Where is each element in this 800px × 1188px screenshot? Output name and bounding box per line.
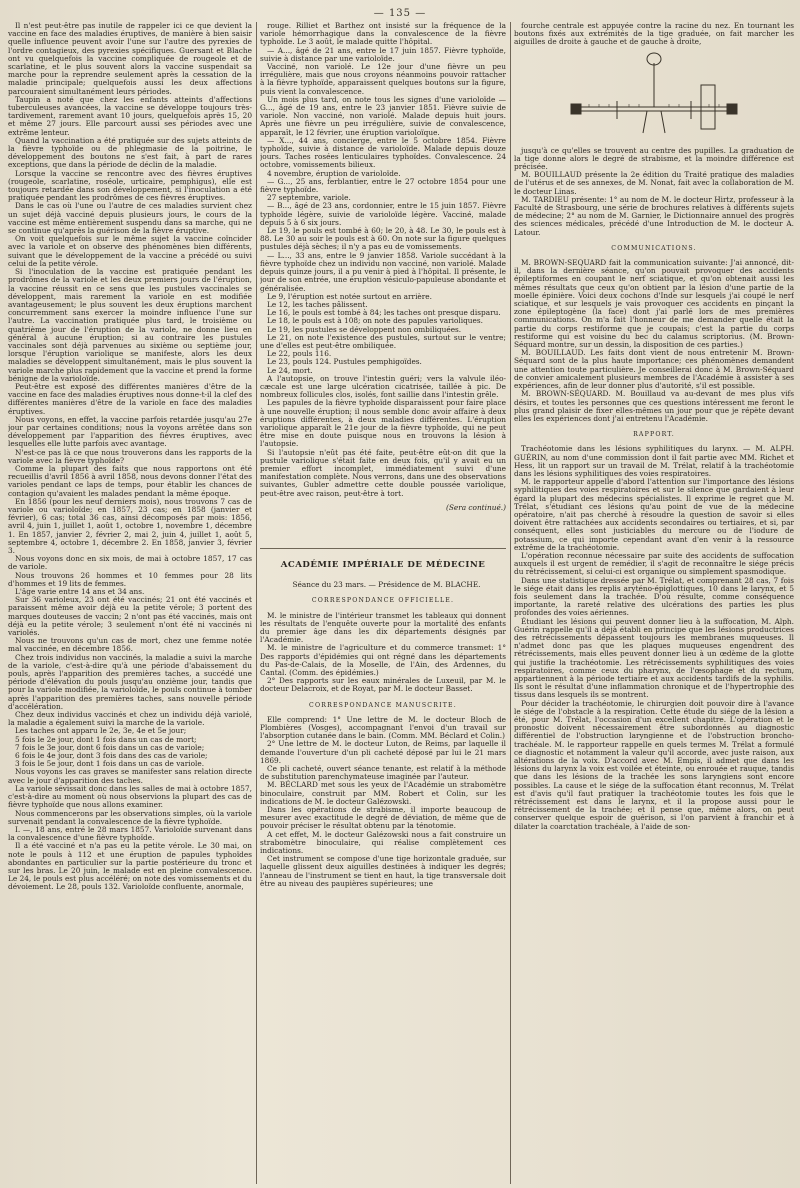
paragraph: 4 novembre, éruption de varioloïde. — [267, 168, 401, 178]
paragraph: Le 12, les taches pâlissent. — [267, 299, 368, 309]
column-middle — [260, 22, 506, 1184]
manuscript-correspondence-heading: CORRESPONDANCE MANUSCRITE. — [309, 701, 457, 709]
paragraph: Il n'est peut-être pas inutile de rappeler ici ce que devient la vaccine en face des maladies éruptives, de manière à bien saisir quelle influence peuvent avoir l'une sur l'autre des pyrexies de l'ordre contagieux, des pyrexies spécifiques. Guersant et Blache ont vu quelquefois la vaccine compliquée de rougeole et de scarlatine, et le plus souvent alors la vaccine suspendait sa marche pour la reprendre seulement après la cessation de la maladie principale; quelquefois aussi les deux affections parcouraient simultanément leurs périodes. — [8, 22, 252, 96]
paragraph: Cet instrument se compose d'une tige horizontale graduée, sur laquelle glissent deux aiguilles destinées à indiquer les degrés; l'anneau de l'instrument se tient en haut, la tige transversale doit être au niveau des paupières supérieures; une — [260, 854, 506, 888]
paragraph: M. TARDIEU présente: 1° au nom de M. le docteur Hirtz, professeur à la Faculté de Strasbourg, une série de brochures relatives à différents sujets de médecine; 2° au nom de M. Garnier, le Dictionnaire annuel des progrès des sciences médicales, précédé d'une Introduction de M. le docteur A. Latour. — [514, 194, 794, 237]
paragraph: Le 9, l'éruption est notée surtout en arrière. — [267, 291, 432, 301]
paragraph: Ce pli cacheté, ouvert séance tenante, est relatif à la méthode de substitution parenchymateuse imaginée par l'auteur. — [260, 764, 506, 782]
paragraph: Dans une statistique dressée par M. Trélat, et comprenant 28 cas, 7 fois le siége était dans les replis aryténo-épiglottiques, 10 dans le larynx, et 5 fois seulement dans la trachée. D'où résulte, comme conséquence importante, la rareté relative des ulcérations des parties les plus profondes des voies aériennes. — [514, 575, 794, 618]
paragraph: Nous commencerons par les observations simples, où la variole survenait pendant la convalescence de la fièvre typhoïde. — [8, 808, 252, 826]
paragraph: Lorsque la vaccine se rencontre avec des fièvres éruptives (rougeole, scarlatine, roséole, urticaire, pemphigus), elle est toujours retardée dans son développement, si l'inoculation a été pratiquée pendant les prodrômes de ces fièvres éruptives. — [8, 168, 252, 203]
paragraph: Le 18, le pouls est à 108; on note des papules varioliques. — [267, 316, 483, 326]
paragraph: 27 septembre, variole. — [267, 193, 351, 203]
paragraph: M. BROWN-SEQUARD fait la communication suivante: J'ai annoncé, dit-il, dans la dernière séance, qu'on pouvait provoquer des accidents épileptiformes en coupant le nerf sciatique, et qu'on obtenait aussi les mêmes résultats que ceux qu'on obtient par la lésion d'une partie de la moelle épinière. Voici deux cochons d'Inde sur lesquels j'ai coupé le nerf sciatique, et sur lesquels je vais provoquer ces accidents en pinçant la zone épileptogène (la face) dont j'ai parlé lors de mes premières communications. On m'a fait l'honneur de me demander quelle était la partie du corps restiforme que je coupais; c'est la partie du corps restiforme qui est voisine du bec du calamus scriptorius. (M. Brown-Séquard montre, sur un dessin, la disposition de ces parties.) — [514, 258, 794, 350]
article-body-col1 — [8, 22, 252, 892]
paragraph: Trachéotomie dans les lésions syphilitiques du larynx. — M. ALPH. GUÉRIN, au nom d'une commission dont il fait partie avec MM. Richet et Hess, lit un rapport sur un travail de M. Trélat, relatif à la trachéotomie dans les lésions syphilitiques des voies respiratoires. — [514, 444, 794, 478]
session-line: Séance du 23 mars. — Présidence de M. BLACHE. — [292, 580, 481, 590]
paragraph: M. le ministre de l'intérieur transmet les tableaux qui donnent les résultats de l'enquête ouverte pour la mortalité des enfants du premier âge dans les dix départements désignés par l'Académie. — [260, 610, 506, 645]
paragraph: Comme la plupart des faits que nous rapportons ont été recueillis d'avril 1856 à avril 1858, nous devons donner l'état des varioles pendant ce laps de temps, pour établir les chances de contagion qu'avaient les malades pendant la même époque. — [8, 463, 252, 498]
paragraph: 2° Des rapports sur les eaux minérales de Luxeuil, par M. le docteur Delacroix, et de Royat, par M. le docteur Basset. — [260, 676, 506, 694]
columns — [8, 22, 794, 1184]
paragraph: — L..., 33 ans, entre le 9 janvier 1858. Variole succédant à la fièvre typhoïde chez un individu non vacciné, non variolé. Malade depuis quinze jours, il a pu venir à pied à l'hôpital. Il présente, le jour de son entrée, une éruption vésiculo-papuleuse abondante et généralisée. — [260, 250, 506, 293]
paragraph: jusqu'à ce qu'elles se trouvent au centre des pupilles. La graduation de la tige donne alors le degré de strabisme, et la moindre différence est précisée. — [514, 145, 794, 172]
strabometer-figure — [559, 49, 749, 141]
paragraph: Vacciné, non variolé. Le 12e jour d'une fièvre un peu irrégulière, mais que nous croyons néanmoins pouvoir rattacher à la fièvre typhoïde, apparaissent quelques boutons sur la figure, puis vient la convalescence. — [260, 62, 506, 96]
column-rule — [510, 22, 511, 1184]
paragraph: A cet effet, M. le docteur Galézowski nous a fait construire un strabomètre binoculaire, qui réalise complètement ces indications. — [260, 829, 506, 856]
paragraph: M. BROWN-SÉQUARD. M. Bouillaud va au-devant de mes plus vifs désirs, et toutes les personnes que ces questions intéressent me feront le plus grand plaisir de fixer elles-mêmes un jour pour que je répète devant elles les expériences dont j'ai entretenu l'Académie. — [514, 389, 794, 423]
left-knob — [571, 104, 581, 114]
paragraph: I. —, 18 ans, entré le 28 mars 1857. Varioloïde survenant dans la convalescence d'une fièvre typhoïde. — [8, 824, 252, 843]
paragraph: Le 16, le pouls est tombé à 84; les taches ont presque disparu. — [267, 308, 501, 318]
paragraph: Le 23, pouls 124. Pustules pemphigoïdes. — [267, 357, 422, 367]
paragraph: Le 22, pouls 116. — [267, 349, 332, 359]
paragraph: Nous voyons, en effet, la vaccine parfois retardée jusqu'au 27e jour par certaines conditions; nous la voyons arrêtée dans son développement par l'apparition des fièvres éruptives, avec lesquelles elle lutte parfois avec avantage. — [8, 414, 252, 449]
paragraph: Taupin a noté que chez les enfants atteints d'affections tuberculeuses avancées, la vaccine se développe toujours très-tardivement, rarement avant 10 jours, quelquefois après 15, 20 et même 27 jours. Elle parcourt aussi ses périodes avec une extrême lenteur. — [8, 94, 252, 137]
paragraph: On voit quelquefois sur le même sujet la vaccine coïncider avec la variole et on observe des phénomènes bien différents, suivant que le développement de la vaccine a précédé ou suivi celui de la petite vérole. — [8, 234, 252, 268]
paragraph: Étudiant les lésions qui peuvent donner lieu à la suffocation, M. Alph. Guérin rappelle qu'il a déjà établi en principe que les lésions productrices des rétrécissements dépassent toujours les membranes muqueuses. Il n'admet donc pas que les plaques muqueuses engendrent des rétrécissements, mais elles peuvent donner lieu à un œdème de la glotte qui justifie la trachéotomie. Les rétrécissements syphilitiques des voies respiratoires, comme ceux du pharynx, de l'œsophage et du rectum, appartiennent à la période tertiaire et aux accidents tardifs de la syphilis. Ils sont le résultat d'une inflammation chronique et de l'hypertrophie des tissus dans lesquels ils se montrent. — [514, 616, 794, 700]
paragraph: Pour décider la trachéotomie, le chirurgien doit pouvoir dire à l'avance le siége de l'obstacle à la respiration. Cette étude du siége de la lésion a été, pour M. Trélat, l'occasion d'un excellent chapitre. L'opération et le pronostic doivent nécessairement être subordonnés au diagnostic différentiel de l'obstruction laryngienne et de l'obstruction broncho-trachéale. M. le rapporteur rappelle en quels termes M. Trélat a formulé ce diagnostic et notamment la valeur qu'il accorde, avec juste raison, aux altérations de la voix. D'accord avec M. Empis, il admet que dans les lésions du larynx la voix est voilée et éteinte, ou enrouée et rauque, tandis que dans les lésions de la trachée les sons laryngiens sont encore possibles. La cause et le siége de la suffocation étant reconnus, M. Trélat est d'avis qu'il faut pratiquer la trachéotomie toutes les fois que le rétrécissement est dans le larynx, et il la propose aussi pour le rétrécissement de la trachée; et il pense que, même alors, on peut conserver quelque espoir de guérison, si l'on parvient à franchir et à dilater la coarctation trachéale, à l'aide de son- — [514, 698, 794, 831]
academy-title: ACADÉMIE IMPÉRIALE DE MÉDECINE — [260, 548, 506, 569]
paragraph: Dans les opérations de strabisme, il importe beaucoup de mesurer avec exactitude le degré de déviation, de même que de pouvoir préciser le résultat obtenu par la ténotomie. — [260, 805, 506, 831]
paragraph: Nous ne trouvons qu'un cas de mort, chez une femme notée mal vaccinée, en décembre 1856. — [8, 636, 252, 654]
paragraph: Chez trois individus non vaccinés, la maladie a suivi la marche de la variole, c'est-à-dire qu'à une période d'abaissement du pouls, après l'apparition des premières taches, a succédé une période d'élévation du pouls jusqu'au onzième jour, tandis que pour la variole modifiée, la varioloïde, le pouls continue à tomber après l'apparition des premières taches, sans nouvelle période d'accélération. — [8, 652, 252, 711]
paragraph: M. le rapporteur appelle d'abord l'attention sur l'importance des lésions syphilitiques des voies respiratoires et sur le silence que gardaient à leur égard la plupart des médecins spécialistes. Il exprime le regret que M. Trélat, s'étudiant ces lésions qu'au point de vue de la médecine opératoire, n'ait pas cherché à résoudre la question de savoir si elles doivent être rattachées aux accidents secondaires ou tertiaires, et si, par conséquent, elles sont justiciables du mercure ou de l'iodure de potassium, ce qui importe cependant avant d'en venir à la ressource extrême de la trachéotomie. — [514, 477, 794, 552]
paragraph: Nous trouvons 26 hommes et 10 femmes pour 28 lits d'hommes et 19 lits de femmes. — [8, 570, 252, 588]
paragraph: Nous voyons donc en six mois, de mai à octobre 1857, 17 cas de variole. — [8, 554, 252, 572]
paragraph: Le 19, les pustules se développent non ombiliquées. — [267, 324, 462, 334]
paragraph: Les taches ont apparu le 2e, 3e, 4e et 5e jour; — [15, 726, 187, 736]
page-number: — 135 — — [373, 8, 427, 19]
paragraph: M. le ministre de l'agriculture et du commerce transmet: 1° Des rapports d'épidémies qui ont régné dans les départements du Pas-de-Calais, de la Moselle, de l'Ain, des Ardennes, du Cantal. (Comm. des épidémies.) — [260, 643, 506, 678]
paragraph: Si l'autopsie n'eût pas été faite, peut-être eût-on dit que la pustule variolique s'était faite en deux fois, qu'il y avait eu un premier effort incomplet, immédiatement suivi d'une manifestation complète. Nous verrons, dans une des observations suivantes, Gubler admettre cette double poussée variolique, peut-être avec raison, peut-être à tort. — [260, 447, 506, 498]
column-rule — [256, 22, 257, 1184]
paragraph: Quand la vaccination a été pratiquée sur des sujets atteints de la fièvre typhoïde ou de phlegmasie de la poitrine, le développement des boutons ne s'est fait, à part de rares exceptions, que dans la période de déclin de la maladie. — [8, 135, 252, 170]
paragraph: En 1856 (pour les neuf derniers mois), nous trouvons 7 cas de variole ou varioloïde; en 1857, 23 cas; en 1858 (janvier et février), 6 cas; total 36 cas, ainsi décomposés par mois: 1856, avril 4, juin 1, juillet 1, août 1, octobre 1, novembre 1, décembre 1. En 1857, janvier 2, février 2, mai 2, juin 4, juillet 1, août 5, septembre 4, octobre 1, décembre 2. En 1858, janvier 3, février 3. — [8, 496, 252, 555]
paragraph: Peut-être est exposé des différentes manières d'être de la vaccine en face des maladies éruptives nous donne-t-il la clef des différentes manières d'être de la variole en face des maladies éruptives. — [8, 381, 252, 416]
paragraph: Dans le cas où l'une ou l'autre de ces maladies survient chez un sujet déjà vacciné depuis plusieurs jours, le cours de la vaccine est même entièrement suspendu dans sa marche, qui ne se continue qu'après la guérison de la fièvre éruptive. — [8, 201, 252, 236]
paragraph: Le 21, on note l'existence des pustules, surtout sur le ventre; une d'elles est peut-être ombiliquée. — [260, 332, 506, 350]
paragraph: A l'autopsie, on trouve l'intestin guéri; vers la valvule iléo-cæcale est une large ulcération cicatrisée, taillée à pic. De nombreux follicules clos, isolés, font saillie dans l'intestin grêle. — [260, 373, 506, 400]
official-correspondence-heading: CORRESPONDANCE OFFICIELLE. — [311, 597, 455, 605]
paragraph: — X..., 44 ans, concierge, entre le 5 octobre 1854. Fièvre typhoïde, suivie à distance de varioloïde. Malade depuis douze jours. Taches rosées lenticulaires typhoïdes. Convalescence. 24 octobre, vomissements bilieux. — [260, 135, 506, 170]
article-body-col2 — [260, 22, 506, 498]
paragraph: L'âge varie entre 14 ans et 34 ans. — [15, 587, 145, 597]
paragraph: Elle comprend: 1° Une lettre de M. le docteur Bloch de Plombières (Vosges), accompagnant l'envoi d'un travail sur l'absorption cutanée dans le bain. (Comm. MM. Béclard et Colin.) — [260, 714, 506, 741]
report-heading: RAPPORT. — [633, 431, 675, 439]
right-knob — [727, 104, 737, 114]
paragraph: — G..., 25 ans, ferblantier, entre le 27 octobre 1854 pour une fièvre typhoïde. — [260, 176, 506, 195]
paragraph: — A..., âgé de 21 ans, entre le 17 juin 1857. Fièvre typhoïde, suivie à distance par une varioloïde. — [260, 45, 506, 63]
to-be-continued: (Sera continué.) — [445, 502, 506, 512]
paragraph: Les papules de la fièvre typhoïde disparaissent pour faire place à une nouvelle éruption; il nous semble donc avoir affaire à deux éruptions différentes, à deux maladies différentes. L'éruption variolique apparaît le 21e jour de la fièvre typhoïde, qui ne peut être mise en doute puisque nous en trouvons la lésion à l'autopsie. — [260, 398, 506, 449]
communications-heading: COMMUNICATIONS. — [611, 244, 697, 252]
presentations-body — [514, 147, 794, 237]
paragraph: Le 24, mort. — [267, 365, 313, 375]
report-body — [514, 445, 794, 831]
paragraph: 2° Une lettre de M. le docteur Luton, de Reims, par laquelle il demande l'ouverture d'un pli cacheté déposé par lui le 21 mars 1869. — [260, 739, 506, 765]
paragraph: Nous voyons les cas graves se manifester sans relation directe avec le jour d'apparition des taches. — [8, 767, 252, 785]
paragraph: M. BÉCLARD met sous les yeux de l'Académie un strabomètre binoculaire, construit par MM. Robert et Colin, sur les indications de M. le docteur Galézowski. — [260, 780, 506, 806]
paragraph: Un mois plus tard, on note tous les signes d'une varioloïde — G..., âgé de 19 ans, entre le 23 janvier 1851. Fièvre suivie de variole. Non vacciné, non variolé. Malade depuis huit jours. Après une fièvre un peu irrégulière, suivie de convalescence, apparaît, le 12 février, une éruption varioloïque. — [260, 94, 506, 137]
manuscript-correspondence-body — [260, 716, 506, 888]
strabometer-text-top — [514, 22, 794, 47]
communications-body — [514, 259, 794, 423]
strabometer-illustration — [559, 49, 749, 141]
paragraph: — B..., âgé de 23 ans, cordonnier, entre le 15 juin 1857. Fièvre typhoïde légère, suivie de varioloïde légère. Vacciné, malade depuis 5 à 6 six jours. — [260, 201, 506, 227]
paragraph: M. BOUILLAUD. Les faits dont vient de nous entretenir M. Brown-Séquard sont de la plus haute importance; ces phénomènes demandent une attention toute particulière. Je conseillerai donc à M. Brown-Séquard de convier amicalement plusieurs membres de l'Académie à assister à ses expériences, afin de leur donner plus d'autorité, s'il est possible. — [514, 348, 794, 391]
paragraph: Sur 36 varioleux, 23 ont été vaccinés; 21 ont été vaccinés et paraissent même avoir déjà eu la petite vérole; 3 portent des marques douteuses de vaccin; 2 n'ont pas été vaccinés, mais ont déjà eu la petite vérole; 3 seulement n'ont été ni vaccinés ni variolés. — [8, 595, 252, 638]
paragraph: Si l'inoculation de la vaccine est pratiquée pendant les prodrômes de la variole et les deux premiers jours de l'éruption, la vaccine réussit en ce sens que les pustules vaccinales se développent, mais rarement la variole en est modifiée avantageusement; le plus souvent les deux éruptions marchent concurremment sans exercer la moindre influence l'une sur l'autre. La vaccination pratiquée plus tard, le troisième ou quatrième jour de l'éruption de la variole, ne donne lieu en général à aucune éruption; si au contraire les pustules vaccinales sont déjà parvenues au sixième ou septième jour, lorsque l'éruption variolique se manifeste, alors les deux maladies se développent simultanément, mais le plus souvent la variole marche plus rapidement que la vaccine et prend la forme bénigne de la varioloïde. — [8, 267, 252, 383]
paragraph: L'opération reconnue nécessaire par suite des accidents de suffocation auxquels il est urgent de remédier, il s'agit de reconnaître le siége précis du rétrécissement, si celui-ci est organique ou simplement spasmodique. — [514, 550, 794, 577]
paragraph: Chez deux individus vaccinés et chez un individu déjà variolé, la maladie a également suivi la marche de la variole. — [8, 710, 252, 728]
paragraph: Il a été vacciné et n'a pas eu la petite vérole. Le 30 mai, on note le pouls à 112 et une éruption de papules typhoïdes abondantes en particulier sur la partie postérieure du tronc et sur les bras. Le 20 juin, le malade est en pleine convalescence. Le 24, le pouls est plus accéléré; on note des vomissements et du dévoiement. Le 28, pouls 132. Varioloïde confluente, anormale, — [8, 841, 252, 892]
paragraph: La variole sévissait donc dans les salles de mai à octobre 1857, c'est-à-dire au moment où nous observions la plupart des cas de fièvre typhoïde que nous allons examiner. — [8, 783, 252, 810]
paragraph: 7 fois le 3e jour, dont 6 fois dans un cas de variole; — [15, 742, 205, 752]
paragraph: 3 fois le 5e jour, dont 1 fois dans un cas de variole. — [15, 759, 205, 769]
paragraph: 6 fois le 4e jour, dont 3 fois dans des cas de variole; — [15, 751, 208, 761]
paragraph: 5 fois le 2e jour, dont 1 fois dans un cas de mort; — [15, 734, 197, 744]
nose-fork — [643, 111, 665, 133]
paragraph: M. BOUILLAUD présente la 2e édition du Traité pratique des maladies de l'utérus et de ses annexes, de M. Nonat, fait avec la collaboration de M. le docteur Linas. — [514, 170, 794, 196]
paragraph: rouge. Rilliet et Barthez ont insisté sur la fréquence de la variole hémorrhagique dans la convalescence de la fièvre typhoïde. Le 3 août, le malade quitte l'hôpital. — [260, 22, 506, 47]
column-left — [8, 22, 252, 1184]
paragraph: fourche centrale est appuyée contre la racine du nez. En tournant les boutons fixés aux extrémités de la tige graduée, on fait marcher les aiguilles de droite à gauche et de gauche à droite, — [514, 22, 794, 47]
paragraph: N'est-ce pas là ce que nous trouverons dans les rapports de la variole avec la fièvre typhoïde? — [8, 447, 252, 465]
column-right — [514, 22, 794, 1184]
official-correspondence-body — [260, 612, 506, 694]
paragraph: Le 19, le pouls est tombé à 60; le 20, à 48. Le 30, le pouls est à 88. Le 30 au soir le pouls est à 60. On note sur la figure quelques pustules déjà sèches; il n'y a pas eu de vomissements. — [260, 226, 506, 252]
